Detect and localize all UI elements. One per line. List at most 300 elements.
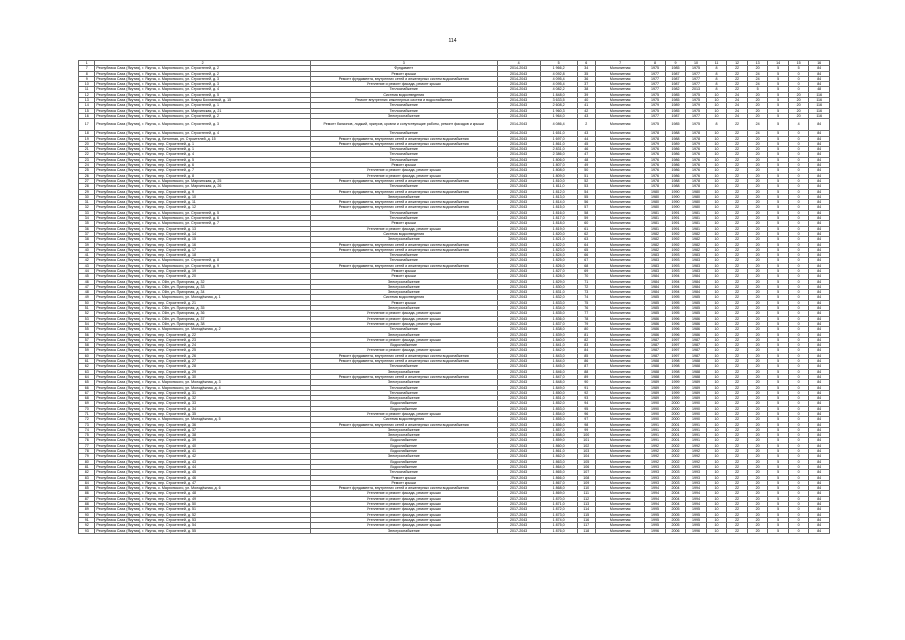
table-cell: 73 — [577, 290, 595, 295]
table-cell: 1992 — [645, 449, 666, 454]
table-cell: 20 — [747, 517, 768, 522]
table-cell: 1988 — [686, 369, 707, 374]
table-cell: 10 — [706, 300, 727, 305]
table-cell: 1 964,0 — [540, 113, 577, 118]
table-cell: 5 — [768, 401, 789, 406]
table-cell: Монолитная — [596, 369, 645, 374]
table-cell: Республика Саха (Якутия), г. Якутск, пер. Строителей, д. 22 — [95, 332, 310, 337]
column-header: 2 — [95, 61, 310, 66]
table-row — [79, 528, 830, 533]
table-cell: 1975 — [645, 66, 666, 71]
table-cell: 1979 — [645, 103, 666, 108]
table-cell: 0 — [788, 200, 809, 205]
table-cell: 1987 — [686, 348, 707, 353]
table-cell: 5 — [768, 385, 789, 390]
table-cell: 5 — [768, 152, 789, 157]
table-cell: 5 — [768, 253, 789, 258]
table-cell: 20 — [747, 396, 768, 401]
table-cell: 2017-2043 — [497, 470, 540, 475]
table-cell: 0 — [788, 528, 809, 533]
table-cell: 1990 — [665, 194, 686, 199]
table-cell: 20 — [747, 412, 768, 417]
table-cell: 1990 — [686, 406, 707, 411]
table-cell: 1993 — [645, 464, 666, 469]
table-cell: 96 — [577, 412, 595, 417]
table-cell: 1991 — [645, 433, 666, 438]
table-cell: 1997 — [665, 353, 686, 358]
column-header: 3 — [310, 61, 497, 66]
table-cell: 0 — [788, 131, 809, 136]
table-cell: 71 — [577, 279, 595, 284]
table-cell: 1984 — [686, 274, 707, 279]
table-cell: 22 — [727, 364, 748, 369]
table-cell: 1988 — [665, 178, 686, 183]
table-cell: Монолитная — [596, 242, 645, 247]
table-cell: 84 — [809, 528, 830, 533]
table-cell: 10 — [706, 401, 727, 406]
table-cell: 1986 — [686, 332, 707, 337]
table-cell: 87 — [577, 364, 595, 369]
table-cell: Республика Саха (Якутия), г. Якутск, пер. Строителей, д. 17 — [95, 247, 310, 252]
table-cell: 48 — [809, 87, 830, 92]
table-cell: Монолитная — [596, 306, 645, 311]
table-cell: Монолитная — [596, 152, 645, 157]
table-cell: Теплоснабжение — [310, 216, 497, 221]
table-cell: Утепление и ремонт фасада, ремонт крыши — [310, 168, 497, 173]
table-cell: 1994 — [686, 486, 707, 491]
table-cell: 20 — [747, 343, 768, 348]
table-cell: Электроснабжение — [310, 113, 497, 118]
table-cell: Монолитная — [596, 406, 645, 411]
table-cell: Монолитная — [596, 258, 645, 263]
table-cell: 22 — [727, 412, 748, 417]
table-cell: 10 — [706, 194, 727, 199]
table-cell: 1 876,0 — [540, 528, 577, 533]
table-cell: 1978 — [645, 136, 666, 141]
table-cell: Республика Саха (Якутия), г. Якутск, пер. Строителей, д. 55 — [95, 528, 310, 533]
table-cell: 2 608,2 — [540, 103, 577, 108]
table-cell: 0 — [788, 517, 809, 522]
table-cell: 2017-2043 — [497, 433, 540, 438]
table-cell: 1 831,0 — [540, 290, 577, 295]
table-cell: 20 — [747, 486, 768, 491]
table-cell: 116 — [809, 108, 830, 113]
table-cell: 2017-2043 — [497, 253, 540, 258]
table-cell: 49 — [79, 295, 95, 300]
table-cell: 76 — [79, 438, 95, 443]
table-cell: 1 875,0 — [540, 523, 577, 528]
column-header: 16 — [809, 61, 830, 66]
table-cell: Республика Саха (Якутия), г. Якутск, пер. Строителей, д. 15 — [95, 237, 310, 242]
table-cell: Республика Саха (Якутия), г. Якутск, с. Ойл, ул. Пригорная, д. 34 — [95, 290, 310, 295]
table-cell: 2017-2043 — [497, 327, 540, 332]
table-cell: 58 — [79, 343, 95, 348]
table-cell: 10 — [706, 263, 727, 268]
table-cell: 1991 — [645, 438, 666, 443]
table-cell: Республика Саха (Якутия), г. Якутск, пер. Строителей, д. 19 — [95, 268, 310, 273]
table-cell: 5 — [768, 364, 789, 369]
table-cell: 1 806,0 — [540, 157, 577, 162]
table-cell: Республика Саха (Якутия), г. Якутск, пер. Строителей, д. 33 — [95, 401, 310, 406]
table-cell: 84 — [809, 491, 830, 496]
table-cell: Республика Саха (Якутия), г. Якутск, пер. Строителей, д. 1 — [95, 147, 310, 152]
table-cell: 84 — [809, 412, 830, 417]
table-cell: 2017-2043 — [497, 507, 540, 512]
table-cell: 0 — [788, 475, 809, 480]
table-cell: 1992 — [686, 449, 707, 454]
table-cell: 1991 — [665, 226, 686, 231]
table-cell: 74 — [577, 295, 595, 300]
table-cell: 1 860,0 — [540, 443, 577, 448]
table-cell: 20 — [747, 66, 768, 71]
table-cell: 5 — [768, 103, 789, 108]
table-cell: Республика Саха (Якутия), г. Якутск, пер. Строителей, д. 37 — [95, 427, 310, 432]
table-cell: 4 095,4 — [540, 76, 577, 81]
table-cell: 5 — [768, 66, 789, 71]
table-cell: Республика Саха (Якутия), г. Якутск, с. Мархинского, ул. Строителей, д. 8 — [95, 258, 310, 263]
table-cell: 5 — [768, 380, 789, 385]
table-cell: 22 — [727, 221, 748, 226]
table-cell: 1 822,0 — [540, 242, 577, 247]
table-cell: 1 844,0 — [540, 359, 577, 364]
table-cell: 1999 — [665, 390, 686, 395]
table-cell: 22 — [727, 523, 748, 528]
table-cell: Монолитная — [596, 454, 645, 459]
table-cell: 1981 — [686, 221, 707, 226]
table-cell: 77 — [79, 443, 95, 448]
table-cell: 5 — [768, 157, 789, 162]
table-cell: Республика Саха (Якутия), г. Якутск, пер. Строителей, д. 27 — [95, 359, 310, 364]
table-cell: 1975 — [686, 98, 707, 103]
table-cell: 2017-2043 — [497, 475, 540, 480]
table-cell: 10 — [706, 210, 727, 215]
table-cell: 1975 — [686, 92, 707, 97]
table-cell: 0 — [788, 173, 809, 178]
table-cell: 1983 — [686, 263, 707, 268]
table-cell: 66 — [577, 253, 595, 258]
table-cell: 1983 — [645, 258, 666, 263]
table-cell: Утепление и ремонт фасада, ремонт крыши — [310, 502, 497, 507]
table-cell: Монолитная — [596, 274, 645, 279]
table-cell: 1993 — [645, 470, 666, 475]
table-cell: Монолитная — [596, 189, 645, 194]
table-cell: 22 — [727, 486, 748, 491]
table-cell: 5 — [768, 87, 789, 92]
table-cell: Республика Саха (Якутия), г. Якутск, пер. Строителей, д. 47 — [95, 480, 310, 485]
table-cell: 10 — [706, 454, 727, 459]
table-cell: 2002 — [665, 459, 686, 464]
table-row — [79, 76, 830, 81]
table-cell: Республика Саха (Якутия), г. Якутск, пер. Строителей, д. 29 — [95, 369, 310, 374]
table-cell: 10 — [706, 306, 727, 311]
table-cell: Монолитная — [596, 449, 645, 454]
table-cell: Республика Саха (Якутия), г. Якутск, с. Ойл, ул. Пригорная, д. 36 — [95, 311, 310, 316]
table-cell: 52 — [79, 311, 95, 316]
table-cell: 1983 — [645, 263, 666, 268]
table-cell: 5 — [768, 226, 789, 231]
table-cell: 1994 — [665, 284, 686, 289]
table-cell: 2 386,0 — [540, 152, 577, 157]
table-cell: 18 — [79, 131, 95, 136]
table-cell: 24 — [747, 119, 768, 131]
table-cell: 2000 — [665, 406, 686, 411]
column-header: 4 — [497, 61, 540, 66]
table-cell: 2017-2043 — [497, 226, 540, 231]
table-cell: 50 — [577, 168, 595, 173]
table-cell: 84 — [809, 168, 830, 173]
table-cell: 2014-2043 — [497, 141, 540, 146]
table-cell: 5 — [768, 237, 789, 242]
table-cell: 20 — [747, 528, 768, 533]
table-cell: 10 — [706, 311, 727, 316]
table-cell: 0 — [788, 464, 809, 469]
table-cell: 0 — [788, 321, 809, 326]
table-cell: 84 — [809, 66, 830, 71]
table-cell: 0 — [788, 152, 809, 157]
table-cell: 1978 — [645, 131, 666, 136]
table-cell: Утепление и ремонт фасада, ремонт крыши — [310, 337, 497, 342]
table-cell: 5 — [768, 449, 789, 454]
table-cell: 2017-2043 — [497, 205, 540, 210]
table-cell: Республика Саха (Якутия), г. Якутск, с. Мархинского, ул. Строителей, д. 9 — [95, 263, 310, 268]
table-cell: 97 — [577, 417, 595, 422]
table-cell: 20 — [747, 205, 768, 210]
table-cell: 22 — [727, 401, 748, 406]
table-cell: Водоснабжение — [310, 343, 497, 348]
table-cell: 1996 — [665, 327, 686, 332]
table-cell: 2017-2043 — [497, 311, 540, 316]
table-cell: 1995 — [686, 507, 707, 512]
table-cell: Республика Саха (Якутия), г. Якутск, с. Мархинского, ул. Строителей, д. 3 — [95, 76, 310, 81]
table-cell: 22 — [727, 263, 748, 268]
column-header: 13 — [747, 61, 768, 66]
table-cell: 0 — [788, 512, 809, 517]
table-cell: Монолитная — [596, 226, 645, 231]
table-cell: 0 — [788, 369, 809, 374]
table-cell: 83 — [79, 475, 95, 480]
table-cell: 1 811,0 — [540, 184, 577, 189]
table-cell: 1994 — [645, 502, 666, 507]
table-cell: 1975 — [686, 66, 707, 71]
table-cell: Монолитная — [596, 66, 645, 71]
table-cell: 22 — [727, 348, 748, 353]
table-cell: 1983 — [686, 258, 707, 263]
table-cell: 5 — [747, 87, 768, 92]
table-cell: 0 — [788, 449, 809, 454]
table-cell: 93 — [79, 528, 95, 533]
table-cell: 24 — [727, 92, 748, 97]
table-cell: 36 — [79, 226, 95, 231]
table-cell: Республика Саха (Якутия), г. Якутск, пер. Строителей, д. 8 — [95, 173, 310, 178]
table-cell: 10 — [706, 438, 727, 443]
table-cell: 22 — [727, 152, 748, 157]
table-cell: 20 — [747, 480, 768, 485]
table-cell: Монолитная — [596, 502, 645, 507]
table-cell: 84 — [809, 163, 830, 168]
table-cell: 20 — [747, 253, 768, 258]
table-cell: 1992 — [645, 459, 666, 464]
table-cell: 20 — [747, 268, 768, 273]
table-cell: 84 — [809, 194, 830, 199]
table-cell: 22 — [727, 300, 748, 305]
table-cell: 1 873,0 — [540, 512, 577, 517]
table-cell: 1976 — [645, 157, 666, 162]
table-cell: 0 — [788, 480, 809, 485]
table-cell: 5 — [768, 184, 789, 189]
table-cell: Утепление и ремонт фасада, ремонт крыши — [310, 507, 497, 512]
table-cell: 20 — [747, 216, 768, 221]
table-cell: 1987 — [686, 343, 707, 348]
table-cell: 64 — [577, 242, 595, 247]
table-cell: 10 — [706, 279, 727, 284]
table-cell: 84 — [809, 71, 830, 76]
table-cell: 5 — [768, 512, 789, 517]
table-cell: 20 — [747, 108, 768, 113]
table-cell: 1987 — [665, 113, 686, 118]
table-cell: 84 — [809, 290, 830, 295]
table-cell: Ремонт фундамента, внутренних сетей и инженерных систем водоснабжения — [310, 486, 497, 491]
table-cell: Республика Саха (Якутия), г. Якутск, с. Ойл, ул. Пригорная, д. 32 — [95, 279, 310, 284]
table-cell: Монолитная — [596, 200, 645, 205]
table-cell: 1995 — [645, 507, 666, 512]
table-cell: 10 — [706, 200, 727, 205]
table-cell: Республика Саха (Якутия), г. Якутск, с. Ойл, ул. Пригорная, д. 37 — [95, 316, 310, 321]
table-cell: 20 — [747, 443, 768, 448]
table-cell: 10 — [706, 449, 727, 454]
table-cell: Теплоснабжение — [310, 470, 497, 475]
table-cell: 84 — [809, 200, 830, 205]
table-cell: 84 — [809, 295, 830, 300]
table-cell: 1 842,0 — [540, 348, 577, 353]
table-cell: 20 — [747, 369, 768, 374]
table-cell: 22 — [727, 337, 748, 342]
table-cell: 2017-2043 — [497, 237, 540, 242]
table-cell: 36 — [577, 76, 595, 81]
table-cell: 20 — [747, 348, 768, 353]
table-cell: 10 — [706, 268, 727, 273]
table-cell: 22 — [727, 242, 748, 247]
table-cell: 1977 — [645, 82, 666, 87]
table-cell: 1 816,0 — [540, 210, 577, 215]
table-cell: 1991 — [686, 422, 707, 427]
table-cell: 5 — [768, 443, 789, 448]
table-cell: 0 — [788, 496, 809, 501]
table-cell: 22 — [727, 385, 748, 390]
table-cell: 1989 — [665, 141, 686, 146]
table-cell: 1986 — [645, 327, 666, 332]
table-cell: 1989 — [645, 385, 666, 390]
table-cell: 1993 — [645, 475, 666, 480]
table-cell: 1 966,2 — [540, 66, 577, 71]
table-cell: 7 — [79, 66, 95, 71]
table-cell: 22 — [727, 290, 748, 295]
table-cell: 71 — [79, 412, 95, 417]
table-cell: 10 — [706, 237, 727, 242]
table-cell: 20 — [747, 136, 768, 141]
table-cell: 56 — [577, 200, 595, 205]
table-cell: 20 — [79, 141, 95, 146]
table-cell: 5 — [768, 189, 789, 194]
table-cell: 22 — [727, 178, 748, 183]
table-cell: 10 — [706, 470, 727, 475]
table-cell: 2004 — [665, 496, 686, 501]
table-cell: 84 — [809, 369, 830, 374]
table-cell: 28 — [79, 184, 95, 189]
table-cell: 1977 — [686, 82, 707, 87]
table-cell: Монолитная — [596, 194, 645, 199]
table-cell: 1999 — [665, 396, 686, 401]
table-cell: 1990 — [645, 406, 666, 411]
table-cell: 84 — [809, 311, 830, 316]
table-cell: 1990 — [665, 189, 686, 194]
table-cell: 22 — [727, 438, 748, 443]
table-cell: Теплоснабжение — [310, 147, 497, 152]
table-cell: 1996 — [665, 316, 686, 321]
table-cell: 20 — [747, 470, 768, 475]
table-cell: 22 — [727, 226, 748, 231]
table-cell: 1975 — [645, 92, 666, 97]
table-cell: Монолитная — [596, 412, 645, 417]
table-cell: 22 — [727, 417, 748, 422]
table-cell: 84 — [809, 152, 830, 157]
table-cell: 5 — [788, 66, 809, 71]
table-cell: 84 — [809, 401, 830, 406]
table-cell: 20 — [747, 337, 768, 342]
page-number: 114 — [448, 38, 457, 44]
table-cell: 5 — [768, 332, 789, 337]
table-cell: 2014-2043 — [497, 87, 540, 92]
table-cell: 22 — [727, 380, 748, 385]
table-cell: 0 — [788, 406, 809, 411]
table-cell: Монолитная — [596, 253, 645, 258]
table-cell: 116 — [809, 113, 830, 118]
table-cell: 2017-2043 — [497, 359, 540, 364]
table-cell: 5 — [768, 76, 789, 81]
table-cell: 0 — [788, 178, 809, 183]
table-cell: 2005 — [665, 523, 686, 528]
table-cell: 0 — [788, 290, 809, 295]
table-cell: 1990 — [665, 200, 686, 205]
table-cell: 2017-2043 — [497, 337, 540, 342]
table-cell: 20 — [747, 507, 768, 512]
table-cell: 2013 — [686, 87, 707, 92]
table-cell: 20 — [747, 279, 768, 284]
table-row — [79, 136, 830, 141]
table-cell: 22 — [727, 332, 748, 337]
table-cell: Республика Саха (Якутия), г. Якутск, пер. Строителей, д. 20 — [95, 274, 310, 279]
table-cell: 5 — [768, 119, 789, 131]
table-cell: 84 — [809, 274, 830, 279]
table-cell: 1976 — [645, 152, 666, 157]
table-cell: Ремонт фундамента, внутренних сетей и инженерных систем водоснабжения — [310, 76, 497, 81]
table-cell: 70 — [79, 406, 95, 411]
table-cell: Республика Саха (Якутия), г. Якутск, с. Мархинского, ул. Строителей, д. 2 — [95, 113, 310, 118]
table-cell: 14 — [79, 103, 95, 108]
table-cell: Фундамент — [310, 66, 497, 71]
table-cell: 2017-2043 — [497, 279, 540, 284]
table-cell: 2004 — [665, 491, 686, 496]
column-header: 6 — [577, 61, 595, 66]
column-header: 5 — [540, 61, 577, 66]
table-cell: Монолитная — [596, 443, 645, 448]
table-cell: 84 — [809, 480, 830, 485]
table-cell: 84 — [809, 359, 830, 364]
table-cell: 84 — [809, 454, 830, 459]
table-cell: 2014-2043 — [497, 108, 540, 113]
table-cell: 22 — [727, 258, 748, 263]
table-cell: 10 — [706, 528, 727, 533]
table-cell: 1 834,0 — [540, 306, 577, 311]
